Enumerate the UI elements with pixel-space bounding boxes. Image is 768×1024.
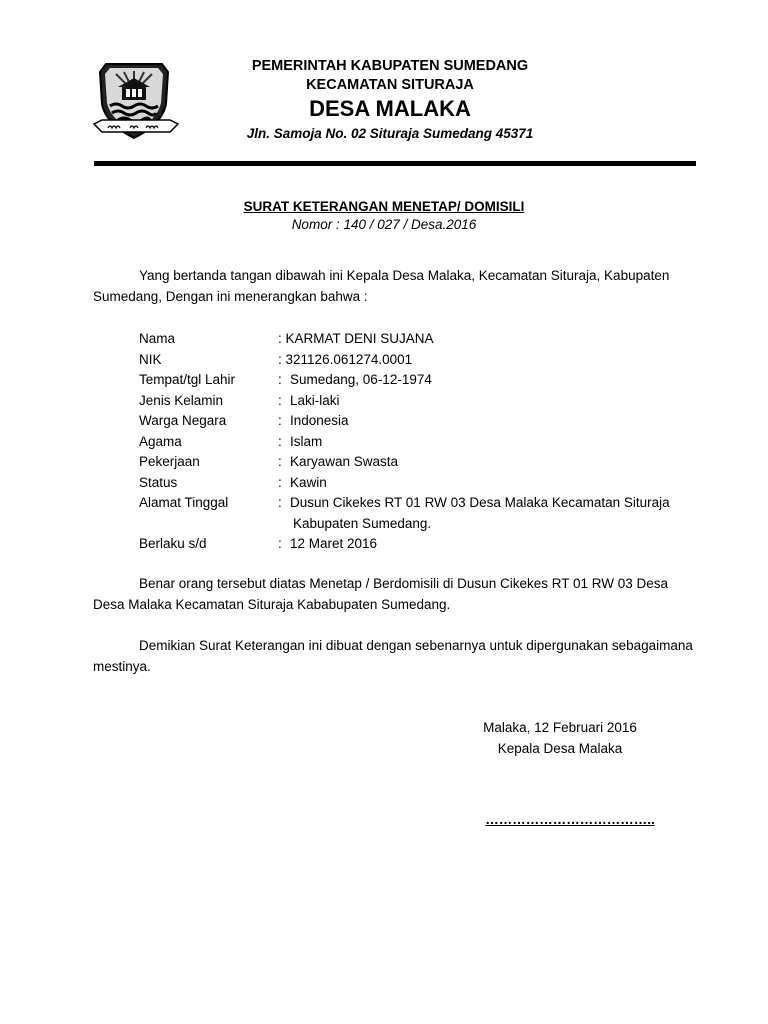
field-row-address [139,493,719,534]
signature-line: ……………………………….. [485,812,655,827]
field-label: Berlaku s/d [139,536,207,551]
field-label: Pekerjaan [139,454,200,469]
field-value-continuation: Kabupaten Sumedang. [293,515,432,531]
field-separator: : [278,454,282,469]
field-label: NIK [139,351,162,367]
field-label: Tempat/tgl Lahir [139,372,236,387]
field-row-status [139,473,719,494]
field-label: Alamat Tinggal [139,495,229,510]
field-value-text: Sumedang, 06-12-1974 [290,372,432,387]
village-name: DESA MALAKA [309,96,471,121]
field-row-birth [139,370,719,391]
letter-heading: SURAT KETERANGAN MENETAP/ DOMISILI [243,199,525,214]
field-value-text: Kawin [290,474,327,490]
field-value-text: Laki-laki [290,392,340,408]
field-label: Nama [139,331,176,346]
letter-number: Nomor : 140 / 027 / Desa.2016 [291,217,477,232]
field-label: Jenis Kelamin [139,392,224,408]
intro-paragraph: Yang bertanda tangan dibawah ini Kepala Desa Malaka, Kecamatan Situraja, Kabupaten Sumedang, Dengan ini menerangkan bahwa : [93,268,670,304]
field-separator: : [278,392,282,408]
letterhead [190,56,590,144]
field-separator: : [278,495,282,510]
field-row-gender [139,391,719,412]
closing-paragraph: Demikian Surat Keterangan ini dibuat dengan sebenarnya untuk dipergunakan sebagaimana mestinya. [93,638,693,674]
field-row-nama [139,329,719,350]
field-separator: : [278,351,282,367]
field-label: Warga Negara [139,413,227,428]
field-separator: : [278,536,282,551]
statement-paragraph: Benar orang tersebut diatas Menetap / Berdomisili di Dusun Cikekes RT 01 RW 03 Desa Desa Malaka Kecamatan Situraja Kababupaten Sumedang. [93,576,669,612]
field-separator: : [278,413,282,428]
field-value-text: Dusun Cikekes RT 01 RW 03 Desa Malaka Kecamatan Situraja [290,495,670,510]
field-separator: : [278,433,282,449]
field-value-text: Indonesia [290,413,349,428]
regency-emblem-icon [92,58,184,144]
field-value-text: 321126.061274.0001 [285,351,413,367]
signature-position: Kepala Desa Malaka [497,740,623,756]
field-label: Status [139,474,178,490]
field-separator: : [278,474,282,490]
field-row-citizenship [139,411,719,432]
field-value-text: Islam [290,433,323,449]
office-address: Jln. Samoja No. 02 Situraja Sumedang 45371 [246,126,534,141]
field-separator: : [278,331,282,346]
field-value [290,493,719,534]
field-value-text: KARMAT DENI SUJANA [285,331,434,346]
letter-title [0,198,768,234]
field-row-occupation [139,452,719,473]
field-label: Agama [139,433,182,449]
letterhead-divider [94,161,696,166]
field-separator: : [278,372,282,387]
district-name: KECAMATAN SITURAJA [306,77,474,93]
field-value-text: Karyawan Swasta [290,454,399,469]
field-value-text: 12 Maret 2016 [290,536,378,551]
field-value [278,329,719,350]
field-row-nik [139,350,719,371]
field-row-valid-until [139,534,719,555]
government-name: PEMERINTAH KABUPATEN SUMEDANG [251,58,529,74]
signature-block [460,718,660,759]
identity-fields [139,329,719,555]
field-value [278,350,719,371]
signature-place-date: Malaka, 12 Februari 2016 [483,720,637,735]
field-row-religion [139,432,719,453]
